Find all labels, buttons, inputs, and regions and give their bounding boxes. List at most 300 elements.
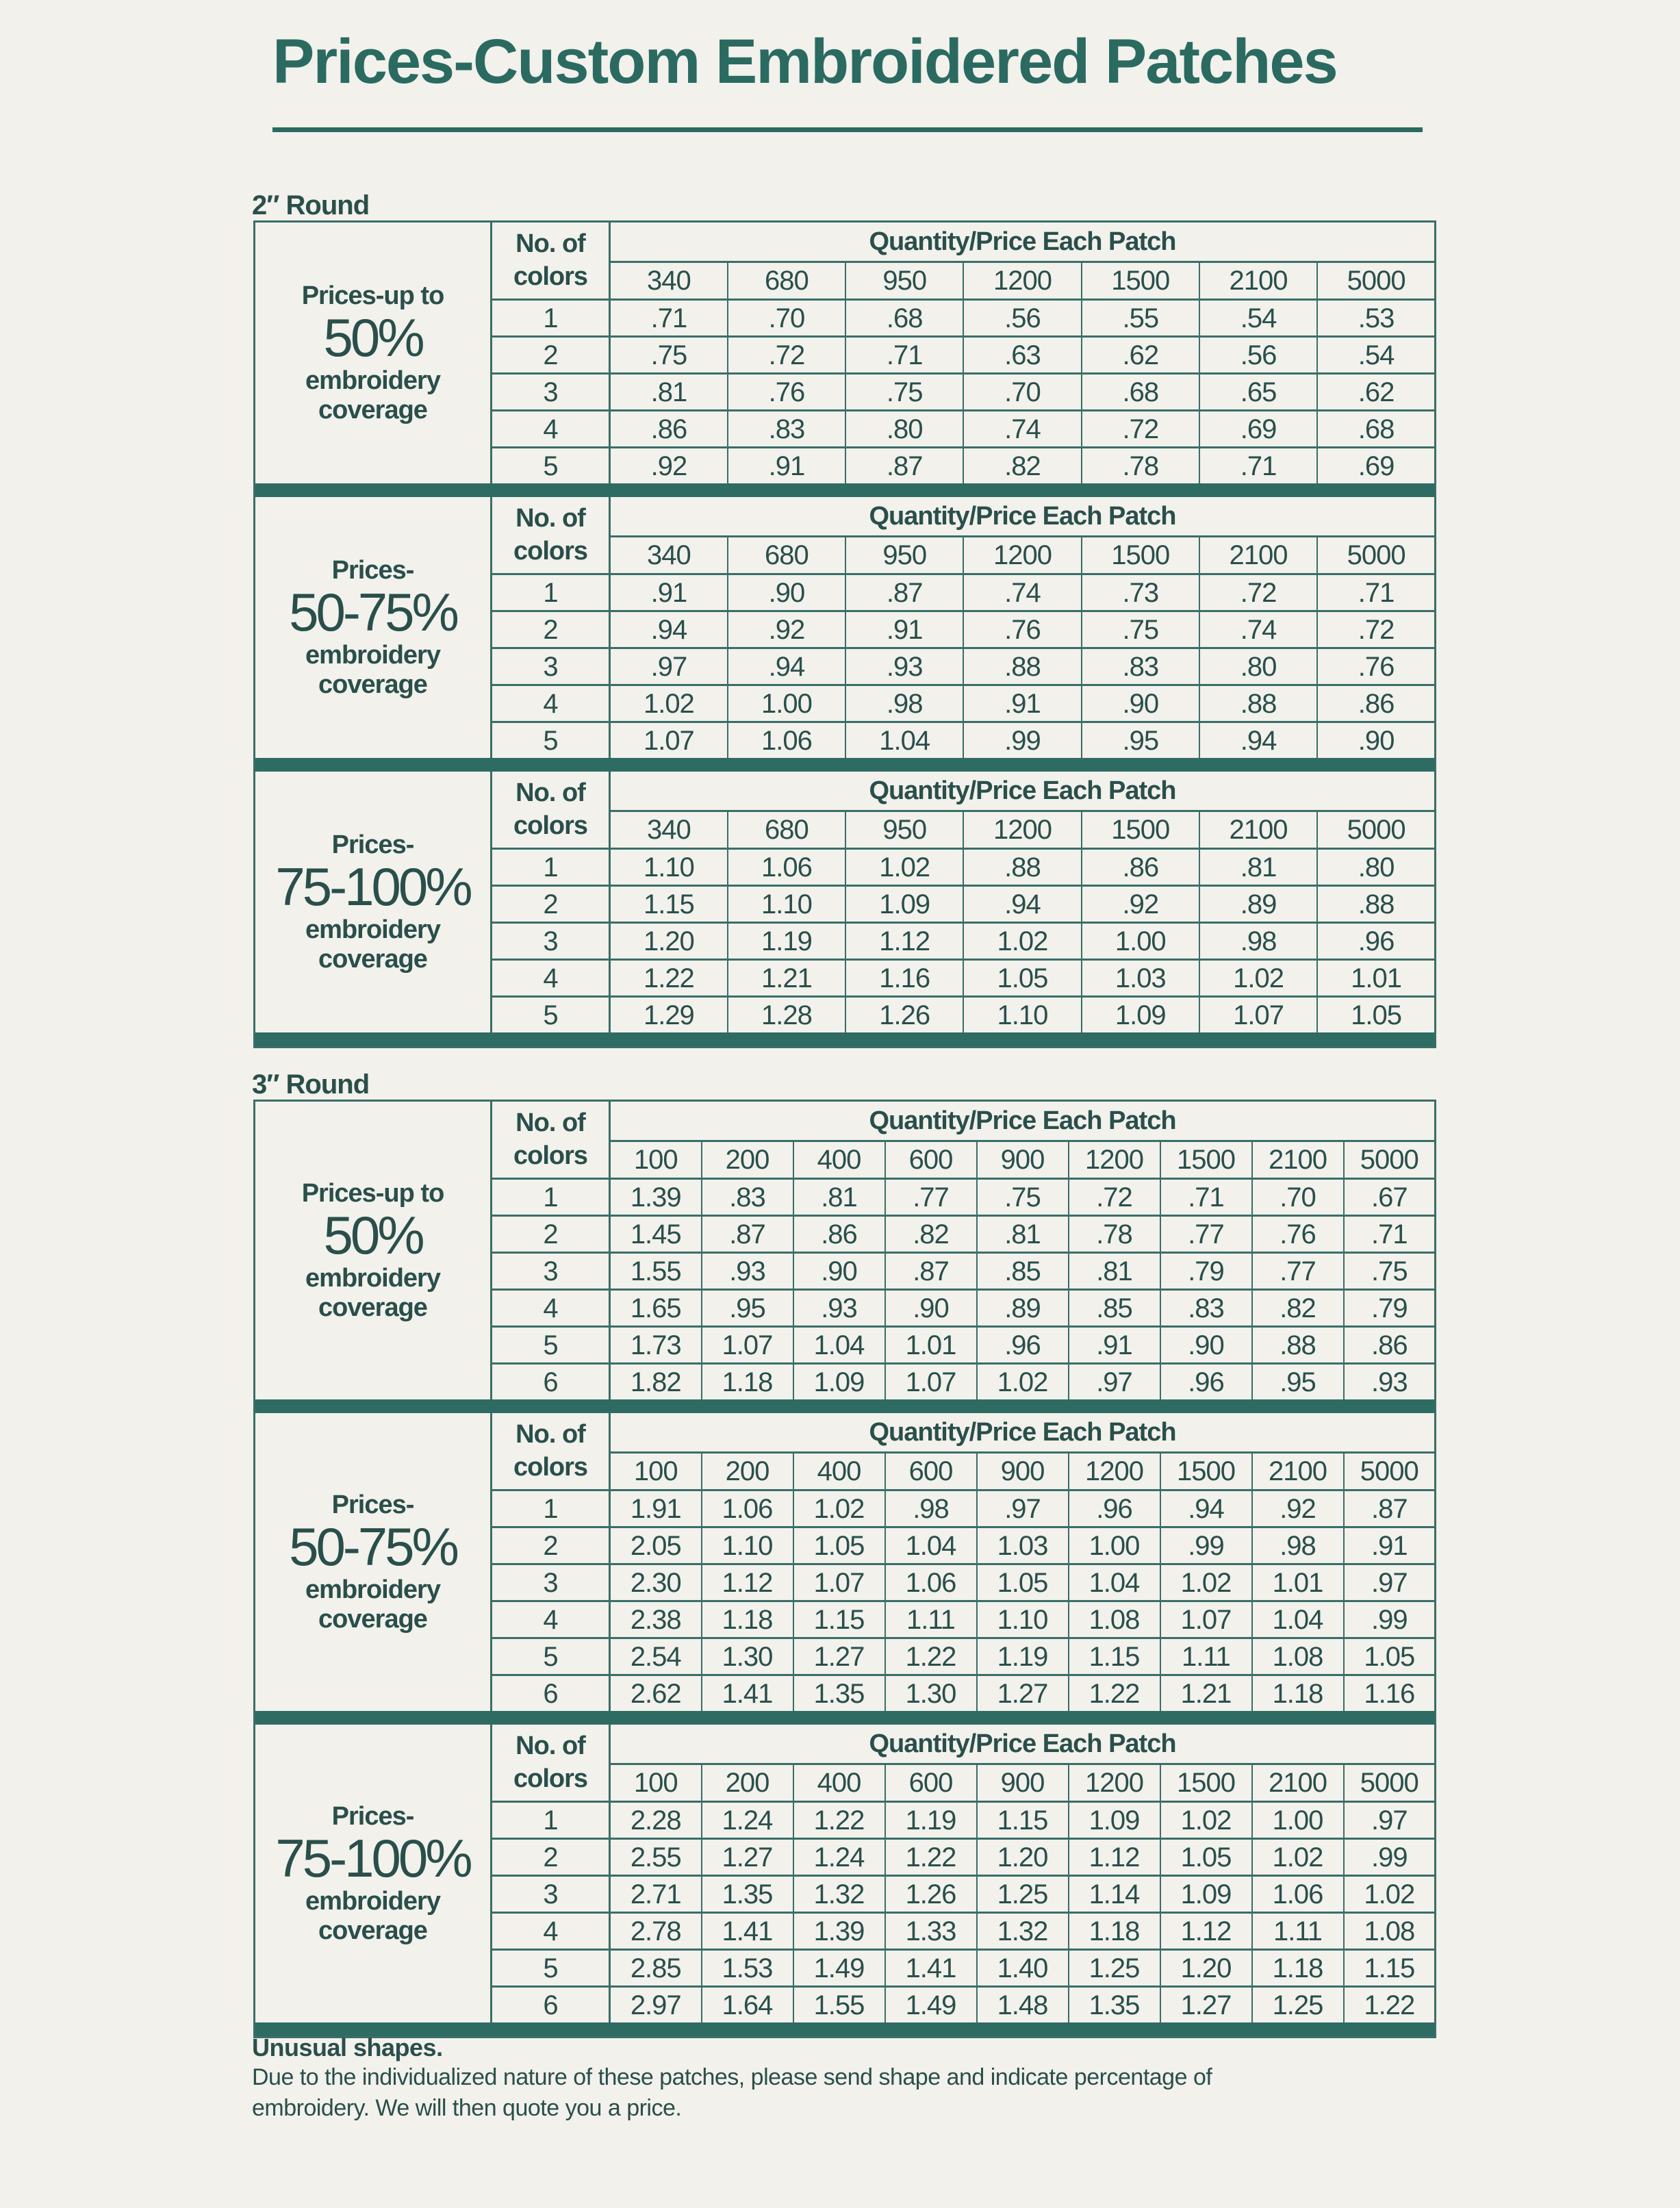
price-cell: 1.02 [1344, 1876, 1436, 1913]
price-cell: 1.00 [728, 685, 845, 722]
price-cell: 1.64 [702, 1987, 793, 2023]
quantity-cell: 1200 [963, 262, 1081, 300]
price-cell: .94 [728, 648, 845, 685]
price-cell: 2.28 [610, 1802, 702, 1839]
colors-header-line: colors [513, 1452, 588, 1482]
price-cell: .91 [1069, 1327, 1160, 1364]
price-cell: 1.15 [793, 1601, 885, 1638]
price-cell: .91 [963, 685, 1081, 722]
price-cell: .71 [1199, 448, 1317, 484]
price-cell: 1.29 [610, 997, 728, 1033]
coverage-label-line: coverage [318, 395, 427, 424]
coverage-label [255, 1725, 492, 2022]
colors-count-cell: 1 [492, 574, 610, 611]
coverage-label-line: coverage [318, 670, 427, 699]
price-cell: 1.19 [728, 923, 845, 960]
price-cell: 1.53 [702, 1950, 793, 1987]
price-cell: .70 [963, 374, 1081, 411]
price-cell: 1.09 [1082, 997, 1199, 1033]
price-cell: .63 [963, 337, 1081, 374]
colors-count-cell: 5 [492, 448, 610, 484]
colors-count-cell: 6 [492, 1675, 610, 1712]
price-cell: .92 [1082, 886, 1199, 923]
price-cell: 1.15 [1069, 1638, 1160, 1675]
price-cell: .97 [1069, 1364, 1160, 1400]
price-cell: 1.18 [1252, 1950, 1344, 1987]
price-cell: .81 [610, 374, 728, 411]
price-cell: 1.18 [1069, 1913, 1160, 1950]
price-cell: .97 [1344, 1564, 1436, 1601]
price-cell: 1.33 [885, 1913, 977, 1950]
colors-count-cell: 3 [492, 374, 610, 411]
price-cell: 1.02 [1199, 960, 1317, 997]
coverage-label-line: Prices- [331, 830, 414, 859]
price-cell: .75 [1082, 611, 1199, 648]
price-cell: 1.28 [728, 997, 845, 1033]
price-cell: 1.15 [610, 886, 728, 923]
price-cell: 1.22 [1344, 1987, 1436, 2023]
price-cell: .99 [1344, 1601, 1436, 1638]
price-cell: 1.19 [977, 1638, 1069, 1675]
colors-column-header [492, 222, 610, 300]
price-cell: 2.85 [610, 1950, 702, 1987]
colors-count-cell: 2 [492, 1527, 610, 1564]
price-cell: .54 [1317, 337, 1435, 374]
price-cell: .72 [1082, 411, 1199, 448]
price-cell: 1.06 [885, 1564, 977, 1601]
price-cell: 1.07 [610, 722, 728, 759]
colors-header-line: No. of [516, 1420, 585, 1449]
colors-column-header [492, 1413, 610, 1490]
section-divider [255, 1399, 1436, 1413]
quantity-price-header: Quantity/Price Each Patch [610, 497, 1436, 537]
price-cell: 1.41 [702, 1913, 793, 1950]
price-cell: .72 [1199, 574, 1317, 611]
price-cell: 1.08 [1252, 1638, 1344, 1675]
colors-count-cell: 1 [492, 1802, 610, 1839]
price-cell: 1.22 [1069, 1675, 1160, 1712]
price-cell: .81 [1199, 849, 1317, 886]
coverage-label-line: 75-100% [275, 856, 470, 917]
colors-count-cell: 4 [492, 1290, 610, 1327]
quantity-cell: 900 [977, 1453, 1069, 1490]
price-cell: 1.49 [793, 1950, 885, 1987]
price-cell: .86 [1344, 1327, 1436, 1364]
quantity-cell: 200 [702, 1453, 793, 1490]
quantity-cell: 1500 [1160, 1453, 1252, 1490]
price-cell: .77 [1160, 1216, 1252, 1253]
price-cell: 1.08 [1069, 1601, 1160, 1638]
price-cell: 1.55 [610, 1253, 702, 1290]
price-cell: .87 [702, 1216, 793, 1253]
price-cell: .94 [963, 886, 1081, 923]
price-cell: .88 [963, 849, 1081, 886]
price-cell: 2.97 [610, 1987, 702, 2023]
price-cell: .69 [1317, 448, 1435, 484]
price-cell: .71 [1160, 1179, 1252, 1216]
price-cell: .77 [1252, 1253, 1344, 1290]
price-cell: 1.01 [885, 1327, 977, 1364]
coverage-label [255, 1413, 492, 1711]
quantity-price-header: Quantity/Price Each Patch [610, 1101, 1436, 1141]
quantity-cell: 1200 [963, 537, 1081, 574]
price-cell: .87 [885, 1253, 977, 1290]
coverage-label-line: Prices- [331, 1490, 414, 1519]
quantity-cell: 1200 [1069, 1453, 1160, 1490]
colors-count-cell: 6 [492, 1987, 610, 2023]
colors-column-header [492, 772, 610, 849]
price-cell: 1.10 [728, 886, 845, 923]
note-body-line-2: embroidery. We will then quote you a price. [252, 2095, 682, 2121]
price-cell: 1.09 [793, 1364, 885, 1400]
price-cell: 1.12 [1069, 1839, 1160, 1876]
quantity-cell: 680 [728, 262, 845, 300]
quantity-cell: 5000 [1317, 262, 1435, 300]
price-cell: 1.02 [610, 685, 728, 722]
price-cell: .79 [1344, 1290, 1436, 1327]
price-cell: .78 [1082, 448, 1199, 484]
quantity-cell: 1200 [963, 811, 1081, 849]
price-cell: 2.38 [610, 1601, 702, 1638]
colors-header-line: colors [513, 1764, 588, 1793]
section-heading-3-inch-round: 3″ Round [252, 1069, 370, 1100]
price-cell: .93 [845, 648, 963, 685]
coverage-label [255, 772, 492, 1032]
coverage-label-line: 50-75% [289, 582, 457, 643]
price-cell: .80 [1199, 648, 1317, 685]
price-cell: .98 [1252, 1527, 1344, 1564]
colors-count-cell: 5 [492, 997, 610, 1033]
price-cell: 1.06 [702, 1490, 793, 1527]
quantity-cell: 1500 [1160, 1764, 1252, 1802]
coverage-label-line: coverage [318, 944, 427, 974]
divider-bar [255, 758, 1436, 772]
price-cell: 1.22 [885, 1638, 977, 1675]
price-cell: .76 [963, 611, 1081, 648]
price-cell: 1.32 [793, 1876, 885, 1913]
price-cell: .53 [1317, 300, 1435, 337]
coverage-label-line: 50% [323, 307, 422, 368]
quantity-cell: 5000 [1344, 1453, 1436, 1490]
price-cell: 1.10 [702, 1527, 793, 1564]
coverage-label-line: embroidery [305, 1575, 440, 1605]
quantity-cell: 2100 [1252, 1764, 1344, 1802]
quantity-cell: 100 [610, 1453, 702, 1490]
colors-header-line: No. of [516, 778, 585, 807]
price-cell: 1.35 [702, 1876, 793, 1913]
quantity-cell: 900 [977, 1764, 1069, 1802]
colors-count-cell: 4 [492, 1601, 610, 1638]
section-divider [255, 1032, 1436, 1048]
price-cell: .76 [1317, 648, 1435, 685]
price-cell: .71 [610, 300, 728, 337]
price-cell: .83 [728, 411, 845, 448]
price-cell: 1.12 [702, 1564, 793, 1601]
price-cell: .81 [793, 1179, 885, 1216]
quantity-cell: 200 [702, 1764, 793, 1802]
price-cell: 1.91 [610, 1490, 702, 1527]
price-cell: 1.07 [1199, 997, 1317, 1033]
colors-count-cell: 2 [492, 611, 610, 648]
colors-count-cell: 1 [492, 1490, 610, 1527]
price-cell: .97 [1344, 1802, 1436, 1839]
price-cell: 1.16 [845, 960, 963, 997]
price-cell: 1.05 [1160, 1839, 1252, 1876]
price-cell: .85 [1069, 1290, 1160, 1327]
price-cell: .93 [1344, 1364, 1436, 1400]
colors-column-header [492, 1101, 610, 1179]
price-cell: .74 [1199, 611, 1317, 648]
price-cell: .77 [885, 1179, 977, 1216]
price-cell: 1.35 [793, 1675, 885, 1712]
quantity-price-header: Quantity/Price Each Patch [610, 772, 1436, 811]
coverage-label-line: 75-100% [275, 1828, 470, 1889]
price-cell: 1.04 [793, 1327, 885, 1364]
divider-bar [255, 1399, 1436, 1413]
price-cell: 1.11 [885, 1601, 977, 1638]
price-cell: .83 [1082, 648, 1199, 685]
price-cell: 1.30 [885, 1675, 977, 1712]
price-cell: .97 [610, 648, 728, 685]
coverage-label-line: coverage [318, 1916, 427, 1945]
quantity-cell: 2100 [1199, 537, 1317, 574]
price-cell: 1.02 [1160, 1564, 1252, 1601]
price-cell: 1.11 [1252, 1913, 1344, 1950]
price-cell: .71 [1344, 1216, 1436, 1253]
price-cell: .96 [1317, 923, 1435, 960]
colors-header-line: No. of [516, 1731, 585, 1760]
price-cell: 1.20 [610, 923, 728, 960]
quantity-cell: 1500 [1082, 262, 1199, 300]
price-cell: .90 [1160, 1327, 1252, 1364]
section-divider [255, 1711, 1436, 1725]
price-cell: .93 [702, 1253, 793, 1290]
price-cell: 1.09 [1069, 1802, 1160, 1839]
unusual-shapes-note [252, 2033, 1450, 2124]
colors-count-cell: 1 [492, 849, 610, 886]
coverage-label-line: Prices- [331, 1801, 414, 1831]
colors-column-header [492, 1725, 610, 1802]
price-cell: .54 [1199, 300, 1317, 337]
price-cell: .91 [845, 611, 963, 648]
price-cell: 1.15 [977, 1802, 1069, 1839]
colors-header-line: colors [513, 1141, 588, 1170]
price-cell: 1.18 [1252, 1675, 1344, 1712]
price-cell: 1.22 [793, 1802, 885, 1839]
price-cell: .96 [1069, 1490, 1160, 1527]
quantity-cell: 100 [610, 1141, 702, 1179]
price-cell: 1.05 [1344, 1638, 1436, 1675]
price-cell: .90 [1317, 722, 1435, 759]
quantity-cell: 5000 [1344, 1141, 1436, 1179]
quantity-price-header: Quantity/Price Each Patch [610, 1413, 1436, 1453]
colors-count-cell: 3 [492, 1564, 610, 1601]
section-heading-2-inch-round: 2″ Round [252, 190, 370, 220]
quantity-cell: 1500 [1082, 811, 1199, 849]
price-cell: 1.02 [1252, 1839, 1344, 1876]
colors-header-line: colors [513, 536, 588, 566]
quantity-cell: 1200 [1069, 1764, 1160, 1802]
colors-count-cell: 6 [492, 1364, 610, 1400]
section-divider [255, 758, 1436, 772]
price-cell: 1.10 [610, 849, 728, 886]
price-cell: .96 [1160, 1364, 1252, 1400]
price-cell: .92 [1252, 1490, 1344, 1527]
price-cell: 2.78 [610, 1913, 702, 1950]
quantity-cell: 600 [885, 1764, 977, 1802]
page-title: Prices-Custom Embroidered Patches [272, 27, 1337, 97]
colors-count-cell: 4 [492, 685, 610, 722]
price-cell: .79 [1160, 1253, 1252, 1290]
quantity-cell: 680 [728, 811, 845, 849]
price-cell: .93 [793, 1290, 885, 1327]
price-cell: 1.02 [793, 1490, 885, 1527]
colors-count-cell: 2 [492, 337, 610, 374]
price-cell: .80 [845, 411, 963, 448]
price-cell: .90 [793, 1253, 885, 1290]
price-cell: 1.20 [1160, 1950, 1252, 1987]
colors-header-line: colors [513, 811, 588, 840]
price-cell: 1.03 [1082, 960, 1199, 997]
price-cell: .88 [963, 648, 1081, 685]
table-header-row [255, 1413, 1436, 1453]
price-cell: 1.27 [977, 1675, 1069, 1712]
quantity-cell: 2100 [1199, 811, 1317, 849]
price-cell: .68 [845, 300, 963, 337]
price-table-3-inch-round [253, 1100, 1436, 2038]
price-cell: .75 [845, 374, 963, 411]
price-cell: 2.30 [610, 1564, 702, 1601]
price-cell: 1.01 [1317, 960, 1435, 997]
price-cell: 1.21 [728, 960, 845, 997]
price-cell: .87 [845, 574, 963, 611]
price-cell: .67 [1344, 1179, 1436, 1216]
price-cell: .81 [1069, 1253, 1160, 1290]
price-cell: 1.26 [845, 997, 963, 1033]
quantity-cell: 400 [793, 1453, 885, 1490]
price-cell: 1.18 [702, 1601, 793, 1638]
price-cell: 1.07 [793, 1564, 885, 1601]
price-cell: .78 [1069, 1216, 1160, 1253]
price-cell: .83 [702, 1179, 793, 1216]
coverage-label-line: Prices- [331, 555, 414, 585]
quantity-cell: 5000 [1317, 537, 1435, 574]
price-cell: 1.02 [845, 849, 963, 886]
price-cell: 1.06 [728, 849, 845, 886]
coverage-label-line: 50-75% [289, 1517, 457, 1577]
price-cell: .85 [977, 1253, 1069, 1290]
colors-count-cell: 1 [492, 300, 610, 337]
price-cell: .70 [728, 300, 845, 337]
colors-count-cell: 2 [492, 1839, 610, 1876]
quantity-cell: 340 [610, 262, 728, 300]
quantity-cell: 1500 [1160, 1141, 1252, 1179]
price-cell: .92 [610, 448, 728, 484]
price-cell: .72 [1069, 1179, 1160, 1216]
coverage-label-line: embroidery [305, 366, 440, 396]
price-cell: 1.10 [977, 1601, 1069, 1638]
price-cell: 1.00 [1082, 923, 1199, 960]
price-cell: .65 [1199, 374, 1317, 411]
price-cell: .76 [1252, 1216, 1344, 1253]
divider-bar [255, 1032, 1436, 1048]
price-cell: .86 [1082, 849, 1199, 886]
price-cell: .69 [1199, 411, 1317, 448]
colors-count-cell: 1 [492, 1179, 610, 1216]
price-cell: 1.20 [977, 1839, 1069, 1876]
title-underline [272, 127, 1423, 132]
colors-header-line: No. of [516, 504, 585, 533]
price-cell: .99 [1344, 1839, 1436, 1876]
price-cell: .56 [1199, 337, 1317, 374]
price-cell: .75 [1344, 1253, 1436, 1290]
price-cell: 1.39 [793, 1913, 885, 1950]
price-cell: 1.65 [610, 1290, 702, 1327]
quantity-cell: 1200 [1069, 1141, 1160, 1179]
colors-header-line: colors [513, 262, 588, 291]
price-cell: .90 [1082, 685, 1199, 722]
price-cell: .91 [728, 448, 845, 484]
coverage-label-line: embroidery [305, 641, 440, 670]
price-cell: 1.04 [1252, 1601, 1344, 1638]
colors-count-cell: 4 [492, 411, 610, 448]
quantity-cell: 5000 [1344, 1764, 1436, 1802]
price-cell: 1.06 [728, 722, 845, 759]
colors-column-header [492, 497, 610, 574]
section-divider [255, 483, 1436, 497]
price-cell: .95 [1252, 1364, 1344, 1400]
price-cell: 1.06 [1252, 1876, 1344, 1913]
quantity-cell: 600 [885, 1141, 977, 1179]
price-cell: 1.27 [793, 1638, 885, 1675]
price-cell: .87 [845, 448, 963, 484]
price-cell: 1.03 [977, 1527, 1069, 1564]
colors-count-cell: 3 [492, 648, 610, 685]
price-cell: .74 [963, 574, 1081, 611]
price-cell: .80 [1317, 849, 1435, 886]
price-cell: 1.32 [977, 1913, 1069, 1950]
price-cell: 1.14 [1069, 1876, 1160, 1913]
price-cell: 1.82 [610, 1364, 702, 1400]
price-cell: .68 [1317, 411, 1435, 448]
price-cell: 1.07 [885, 1364, 977, 1400]
price-cell: 1.21 [1160, 1675, 1252, 1712]
note-heading: Unusual shapes. [252, 2033, 443, 2061]
colors-count-cell: 3 [492, 923, 610, 960]
coverage-label-line: embroidery [305, 1264, 440, 1293]
price-cell: .75 [610, 337, 728, 374]
price-cell: 1.39 [610, 1179, 702, 1216]
price-cell: 1.05 [1317, 997, 1435, 1033]
price-cell: 1.40 [977, 1950, 1069, 1987]
price-cell: 1.24 [702, 1802, 793, 1839]
colors-header-line: No. of [516, 229, 585, 258]
price-cell: .82 [1252, 1290, 1344, 1327]
table-header-row [255, 1101, 1436, 1141]
quantity-cell: 400 [793, 1764, 885, 1802]
colors-count-cell: 2 [492, 1216, 610, 1253]
price-cell: 1.25 [1252, 1987, 1344, 2023]
price-cell: 2.55 [610, 1839, 702, 1876]
price-cell: 1.55 [793, 1987, 885, 2023]
quantity-cell: 680 [728, 537, 845, 574]
price-cell: .90 [885, 1290, 977, 1327]
price-cell: .98 [885, 1490, 977, 1527]
price-cell: .95 [702, 1290, 793, 1327]
divider-bar [255, 1711, 1436, 1725]
price-cell: .86 [1317, 685, 1435, 722]
quantity-cell: 400 [793, 1141, 885, 1179]
